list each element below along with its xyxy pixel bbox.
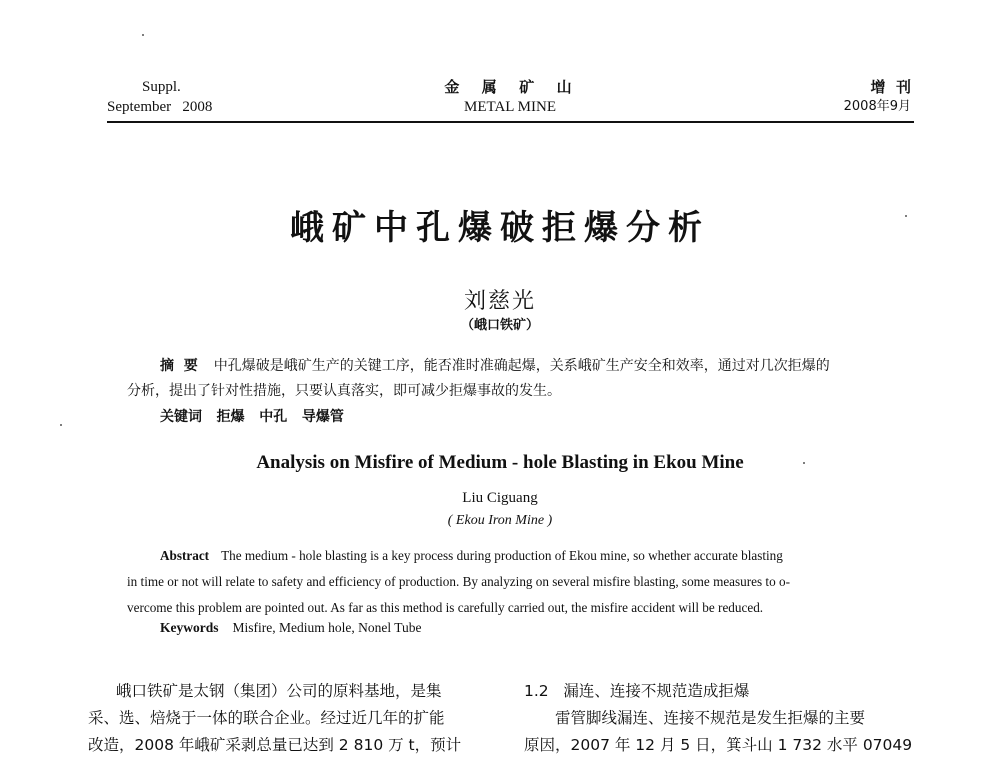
author-affiliation-en: ( Ekou Iron Mine ) <box>447 513 553 528</box>
body-left-line-1: 峨口铁矿是太钢（集团）公司的原料基地，是集 <box>116 682 442 700</box>
body-right-line-2: 原因，2007 年 12 月 5 日，箕斗山 1 732 水平 07049 <box>524 736 913 754</box>
scan-dot <box>60 424 62 426</box>
abstract-en-line-2: in time or not will relate to safety and efficiency of production. By analyzing on several misfire blasting, some measures to o- <box>127 574 790 589</box>
header-rule <box>107 121 914 123</box>
abstract-en-label: Abstract <box>160 548 210 563</box>
abstract-cn-text-1: 中孔爆破是峨矿生产的关键工序，能否准时准确起爆，关系峨矿生产安全和效率，通过对几次拒爆的 <box>213 358 830 374</box>
abstract-en-line-3: vercome this problem are pointed out. As far as this method is carefully carried out, the misfire accident will be reduced. <box>127 600 764 615</box>
article-title-en: Analysis on Misfire of Medium - hole Blasting in Ekou Mine <box>256 452 744 473</box>
author-name-cn: 刘慈光 <box>463 289 536 314</box>
header-suppl: Suppl. <box>142 79 181 95</box>
header-date-en: September 2008 <box>107 99 213 115</box>
abstract-cn-line-1 <box>127 354 891 379</box>
body-right-line-1: 雷管脚线漏连、连接不规范是发生拒爆的主要 <box>555 709 866 727</box>
abstract-cn-label: 摘 要 <box>160 358 198 374</box>
author-name-en: Liu Ciguang <box>462 490 538 506</box>
article-title-cn: 峨矿中孔爆破拒爆分析 <box>290 208 710 248</box>
body-left-line-3: 改造，2008 年峨矿采剥总量已达到 2 810 万 t，预计 <box>88 736 462 754</box>
header-supplement-cn: 增 刊 <box>870 78 911 96</box>
keywords-en-text: Misfire, Medium hole, Nonel Tube <box>232 620 422 635</box>
header-date-cn: 2008年9月 <box>843 99 911 114</box>
keywords-cn: 关键词 拒爆 中孔 导爆管 <box>160 409 344 425</box>
abstract-en-line-1 <box>127 543 891 569</box>
keywords-en-label: Keywords <box>160 620 219 635</box>
body-left-line-2: 采、选、焙烧于一体的联合企业。经过近几年的扩能 <box>88 709 445 727</box>
scan-dot <box>142 34 144 36</box>
keywords-en <box>160 620 422 636</box>
abstract-cn-line-2: 分析，提出了针对性措施，只要认真落实，即可减少拒爆事故的发生。 <box>127 383 561 399</box>
section-heading-1-2: 1.2 漏连、连接不规范造成拒爆 <box>524 682 750 700</box>
abstract-en-text-1: The medium - hole blasting is a key process during production of Ekou mine, so whether accurate blasting <box>221 548 783 563</box>
author-affiliation-cn: （峨口铁矿） <box>460 318 539 333</box>
journal-name-cn: 金 属 矿 山 <box>444 78 576 96</box>
journal-name-en: METAL MINE <box>464 99 556 115</box>
